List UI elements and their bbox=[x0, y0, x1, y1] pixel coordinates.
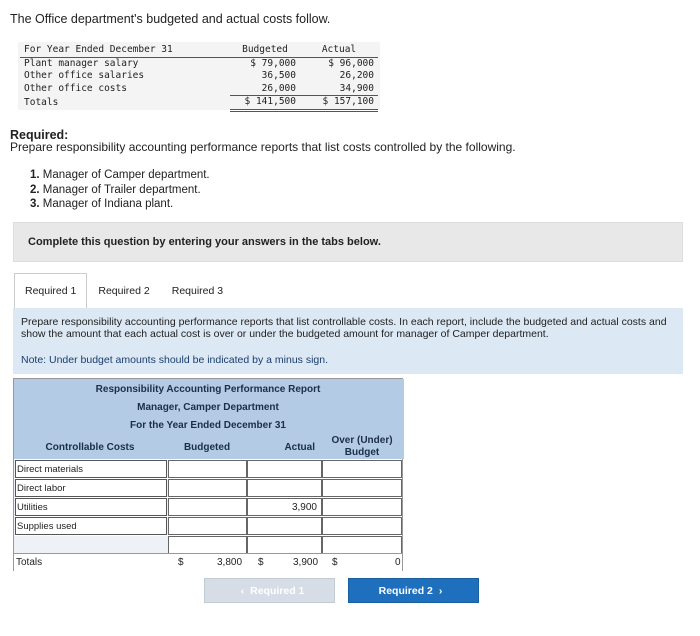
chevron-left-icon: ‹ bbox=[240, 584, 245, 597]
cost-table-row bbox=[20, 70, 378, 83]
instructions-panel bbox=[13, 308, 683, 374]
budgeted-input[interactable] bbox=[168, 479, 247, 497]
cost-row-budgeted: 36,500 bbox=[261, 70, 296, 81]
required-list bbox=[30, 168, 210, 212]
list-item-number: 3. bbox=[30, 198, 40, 210]
tab-required-3[interactable]: Required 3 bbox=[171, 284, 224, 297]
performance-report bbox=[13, 378, 403, 571]
over-under-input[interactable] bbox=[322, 517, 402, 535]
complete-banner-text: Complete this question by entering your answers in the tabs below. bbox=[28, 236, 381, 248]
totals-label: Totals bbox=[16, 557, 43, 568]
tab-required-2[interactable]: Required 2 bbox=[98, 284, 150, 297]
totals-over-sign: $ bbox=[332, 557, 338, 568]
cost-table-row bbox=[20, 57, 378, 70]
cost-row-actual: $ 96,000 bbox=[328, 57, 374, 69]
list-item bbox=[30, 197, 210, 212]
col-budgeted: Budgeted bbox=[183, 442, 231, 453]
row-label-direct-labor[interactable]: Direct labor bbox=[15, 479, 167, 497]
cost-row-budgeted: $ 79,000 bbox=[250, 57, 296, 69]
budgeted-input[interactable] bbox=[168, 536, 247, 554]
instructions-note: Note: Under budget amounts should be indicated by a minus sign. bbox=[21, 354, 329, 366]
cost-table-header-actual: Actual bbox=[300, 44, 378, 57]
budgeted-input[interactable] bbox=[168, 498, 247, 516]
over-under-input[interactable] bbox=[322, 460, 402, 478]
totals-over: 0 bbox=[395, 557, 401, 568]
previous-button[interactable] bbox=[204, 578, 335, 603]
actual-input[interactable] bbox=[247, 460, 322, 478]
actual-input[interactable] bbox=[247, 517, 322, 535]
cost-totals-label: Totals bbox=[24, 96, 59, 108]
report-subtitle: Manager, Camper Department bbox=[137, 402, 279, 413]
cost-totals-actual: $ 157,100 bbox=[300, 96, 378, 111]
col-controllable-costs: Controllable Costs bbox=[45, 442, 135, 453]
actual-input[interactable] bbox=[247, 479, 322, 497]
list-item bbox=[30, 183, 210, 198]
cost-totals-budgeted: $ 141,500 bbox=[230, 96, 300, 111]
cost-row-label: Other office costs bbox=[24, 82, 127, 94]
instructions-text: Prepare responsibility accounting performance reports that list controllable costs. In each report, include the budgeted and actual costs and show the amount that each actual cost is over or under the budgeted amount for manager of Camper department. bbox=[21, 316, 667, 340]
cost-table-header-budgeted: Budgeted bbox=[230, 44, 300, 57]
previous-button-label: Required 1 bbox=[250, 584, 305, 597]
required-description: Prepare responsibility accounting performance reports that list costs controlled by the following. bbox=[10, 140, 516, 154]
tab-bar bbox=[14, 273, 234, 308]
cost-table-header-label: For Year Ended December 31 bbox=[20, 44, 230, 57]
cost-table-row bbox=[20, 83, 378, 96]
row-label-direct-materials[interactable]: Direct materials bbox=[15, 460, 167, 478]
over-under-input[interactable] bbox=[322, 498, 402, 516]
col-over-under: Over (Under) bbox=[331, 435, 393, 446]
list-item-number: 1. bbox=[30, 169, 40, 181]
col-actual: Actual bbox=[284, 442, 315, 453]
budgeted-input[interactable] bbox=[168, 460, 247, 478]
list-item-text: Manager of Trailer department. bbox=[42, 183, 201, 196]
cost-row-label: Plant manager salary bbox=[24, 57, 139, 69]
actual-input[interactable]: 3,900 bbox=[247, 498, 322, 516]
complete-banner bbox=[13, 222, 683, 262]
cost-row-budgeted: 26,000 bbox=[261, 82, 296, 94]
cost-row-actual: 34,900 bbox=[339, 82, 374, 94]
cost-table-totals-row bbox=[20, 96, 378, 111]
chevron-right-icon: › bbox=[438, 584, 443, 597]
required-title: Required: bbox=[10, 128, 69, 142]
totals-actual-sign: $ bbox=[258, 557, 264, 568]
list-item-number: 2. bbox=[30, 183, 40, 196]
next-button[interactable] bbox=[348, 578, 479, 603]
report-totals-row bbox=[14, 553, 402, 571]
report-period: For the Year Ended December 31 bbox=[130, 420, 286, 431]
cost-row-label: Other office salaries bbox=[24, 70, 145, 81]
totals-budgeted: 3,800 bbox=[217, 557, 243, 568]
cost-table bbox=[20, 44, 378, 112]
col-over-under-budget: Budget bbox=[344, 447, 380, 458]
row-label-supplies-used[interactable]: Supplies used bbox=[15, 517, 167, 535]
over-under-input[interactable] bbox=[322, 479, 402, 497]
over-under-input[interactable] bbox=[322, 536, 402, 554]
totals-budgeted-sign: $ bbox=[178, 557, 184, 568]
totals-actual: 3,900 bbox=[293, 557, 319, 568]
row-label-utilities[interactable]: Utilities bbox=[15, 498, 167, 516]
actual-input[interactable] bbox=[247, 536, 322, 554]
intro-text: The Office department's budgeted and actual costs follow. bbox=[10, 12, 331, 26]
list-item-text: Manager of Indiana plant. bbox=[42, 198, 174, 210]
cost-row-actual: 26,200 bbox=[339, 70, 374, 81]
tab-required-1[interactable]: Required 1 bbox=[14, 273, 87, 308]
list-item-text: Manager of Camper department. bbox=[42, 169, 210, 181]
list-item bbox=[30, 168, 210, 183]
report-title: Responsibility Accounting Performance Report bbox=[95, 384, 321, 395]
next-button-label: Required 2 bbox=[378, 584, 433, 597]
budgeted-input[interactable] bbox=[168, 517, 247, 535]
